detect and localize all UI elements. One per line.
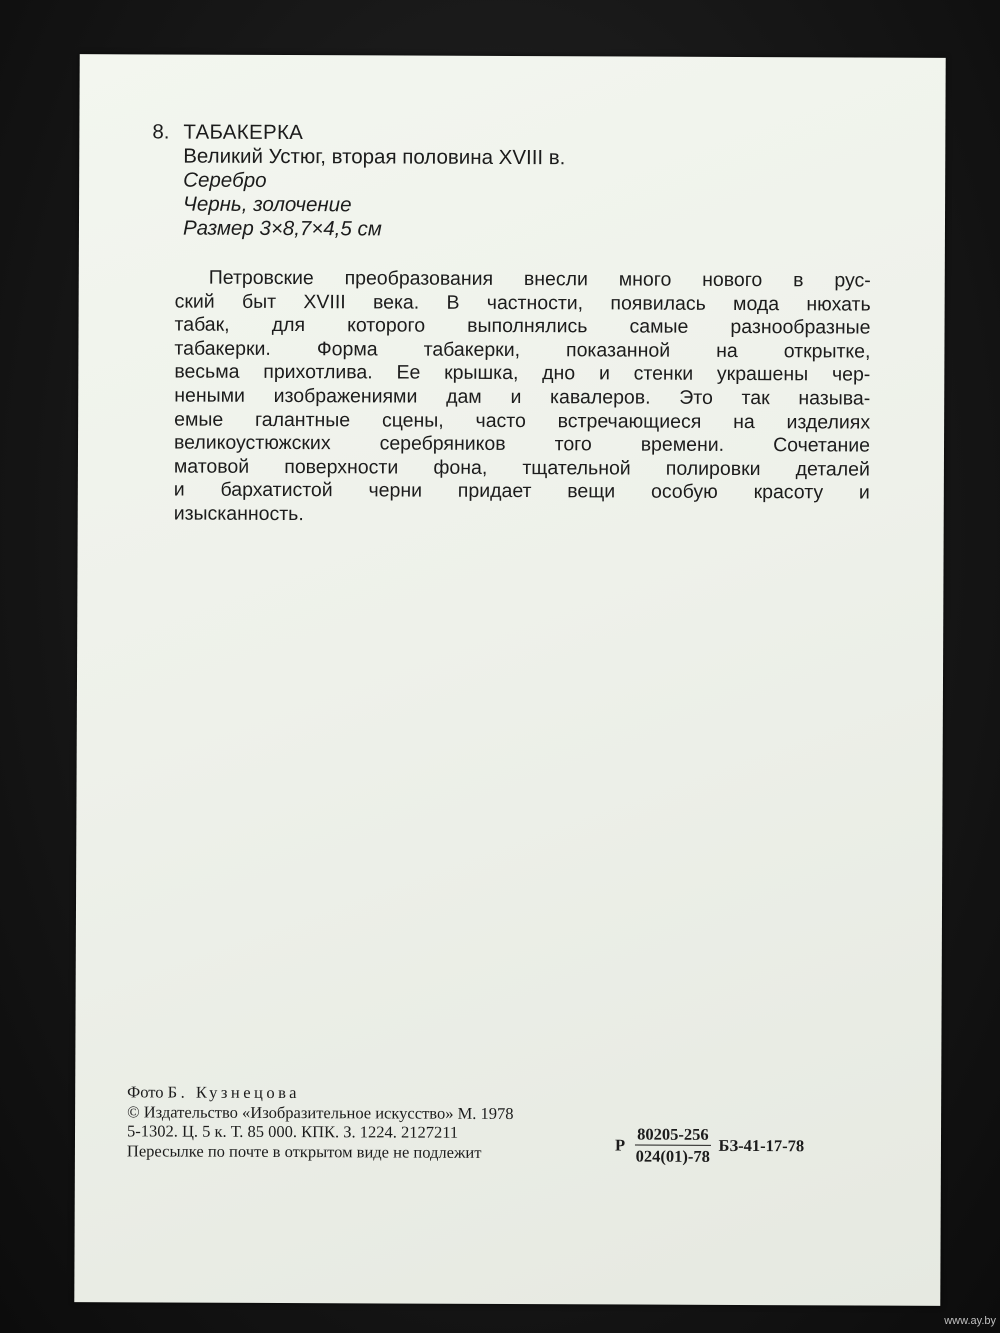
description-line: табак, для которого выполнялись самые разнообразные [174, 313, 871, 339]
item-number: 8. [152, 120, 170, 144]
description-line: емые галантные сцены, часто встречающиеся на изделиях [174, 408, 871, 434]
description-line: матовой поверхности фона, тщательной полировки деталей [173, 455, 870, 481]
description-line: неными изображениями дам и кавалеров. Это так называ- [174, 384, 871, 410]
description-line: великоустюжских серебряников того времени. Сочетание [173, 431, 871, 457]
code-fraction [635, 1125, 711, 1167]
item-technique: Чернь, золочение [183, 192, 352, 217]
photo-credit [127, 1082, 887, 1105]
item-origin: Великий Устюг, вторая половина XVIII в. [183, 144, 566, 170]
code-numerator: 80205-256 [635, 1125, 711, 1146]
item-title: ТАБАКЕРКА [183, 120, 304, 145]
item-material: Серебро [183, 168, 267, 192]
publisher-line: © Издательство «Изобразительное искусство» М. 1978 [127, 1101, 514, 1123]
print-info-line: 5-1302. Ц. 5 к. Т. 85 000. КПК. З. 1224. 2127211 [126, 1121, 459, 1142]
description-line: табакерки. Форма табакерки, показанной на открытке, [174, 337, 871, 363]
watermark: www.ay.by [944, 1315, 996, 1327]
photo-author: Б. Кузнецова [167, 1082, 301, 1103]
description-line: и бархатистой черни придает вещи особую красоту и [173, 478, 870, 504]
code-denominator: 024(01)-78 [635, 1146, 710, 1166]
code-letter: Р [614, 1135, 626, 1155]
description-text [174, 267, 871, 530]
mail-note-line: Пересылке по почте в открытом виде не подлежит [126, 1140, 482, 1162]
description-line: Петровские преобразования внесли много нового в рус- [208, 266, 871, 292]
description-line: ский быт XVIII века. В частности, появилась мода нюхать [174, 290, 871, 316]
code-series: БЗ-41-17-78 [718, 1135, 805, 1156]
postcard-back [74, 54, 945, 1306]
item-size: Размер 3×8,7×4,5 см [182, 216, 382, 241]
description-line: изысканность. [173, 502, 304, 526]
catalog-codes [615, 1124, 804, 1167]
photo-label: Фото [127, 1082, 164, 1102]
item-header [152, 120, 566, 242]
description-line: весьма прихотлива. Ее крышка, дно и стенки украшены чер- [174, 360, 871, 386]
